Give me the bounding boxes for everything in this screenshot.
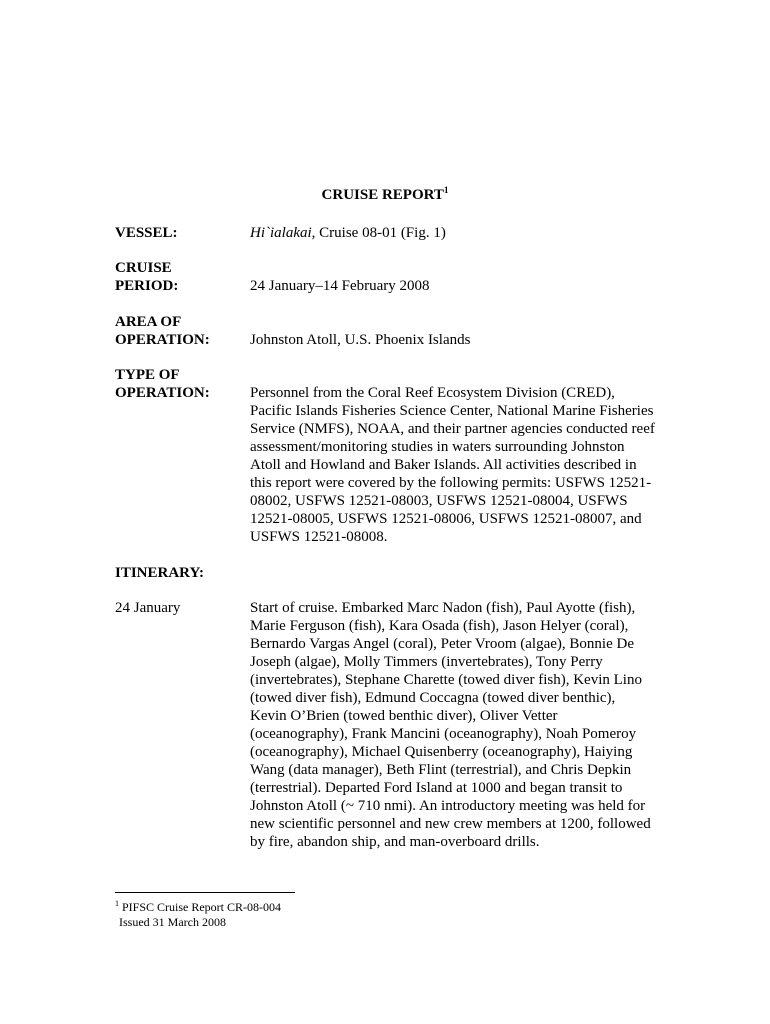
vessel-label: VESSEL: bbox=[115, 225, 178, 241]
cruise-period-value: 24 January–14 February 2008 bbox=[250, 278, 430, 294]
type-line: Atoll and Howland and Baker Islands. All activities described in bbox=[250, 457, 637, 473]
itinerary-line: (invertebrates), Stephane Charette (towed diver fish), Kevin Lino bbox=[250, 672, 642, 688]
area-label-line2: OPERATION: bbox=[115, 332, 210, 348]
itinerary-line: new scientific personnel and new crew members at 1200, followed bbox=[250, 816, 651, 832]
itinerary-line: (towed diver fish), Edmund Coccagna (towed diver benthic), bbox=[250, 690, 616, 706]
itinerary-entry bbox=[250, 599, 670, 851]
area-label-line1: AREA OF bbox=[115, 314, 182, 330]
type-line: assessment/monitoring studies in waters surrounding Johnston bbox=[250, 439, 625, 455]
report-title-text: CRUISE REPORT bbox=[321, 187, 444, 203]
footnote-divider bbox=[115, 892, 295, 893]
type-line: 08002, USFWS 12521-08003, USFWS 12521-08004, USFWS bbox=[250, 493, 628, 509]
itinerary-line: (oceanography), Frank Mancini (oceanography), Noah Pomeroy bbox=[250, 726, 637, 742]
itinerary-line: Kevin O’Brien (towed benthic diver), Oliver Vetter bbox=[250, 708, 558, 724]
vessel-value bbox=[250, 224, 670, 242]
type-label-line1: TYPE OF bbox=[115, 367, 180, 383]
type-line: this report were covered by the following permits: USFWS 12521- bbox=[250, 475, 652, 491]
area-value: Johnston Atoll, U.S. Phoenix Islands bbox=[250, 332, 471, 348]
type-line: Service (NMFS), NOAA, and their partner agencies conducted reef bbox=[250, 421, 655, 437]
area-label bbox=[115, 313, 245, 349]
type-label bbox=[115, 366, 245, 402]
itinerary-line: Joseph (algae), Molly Timmers (invertebrates), Tony Perry bbox=[250, 654, 603, 670]
cruise-period-label bbox=[115, 259, 245, 295]
itinerary-line: Johnston Atoll (~ 710 nmi). An introductory meeting was held for bbox=[250, 798, 646, 814]
itinerary-line: Bernardo Vargas Angel (coral), Peter Vroom (algae), Bonnie De bbox=[250, 636, 634, 652]
vessel-name: Hi`ialakai bbox=[250, 225, 312, 241]
cruise-period-label-line1: CRUISE bbox=[115, 260, 172, 276]
itinerary-line: by fire, abandon ship, and man-overboard drills. bbox=[250, 834, 540, 850]
footnote-report-id: PIFSC Cruise Report CR-08-004 bbox=[122, 900, 282, 914]
type-label-line2: OPERATION: bbox=[115, 385, 210, 401]
footnote-mark: 1 bbox=[115, 899, 119, 908]
itinerary-line: Marie Ferguson (fish), Kara Osada (fish), Jason Helyer (coral), bbox=[250, 618, 629, 634]
footnote-line1 bbox=[115, 900, 281, 915]
type-line: USFWS 12521-08008. bbox=[250, 529, 388, 545]
itinerary-line: (terrestrial). Departed Ford Island at 1000 and began transit to bbox=[250, 780, 623, 796]
type-line: Pacific Islands Fisheries Science Center, National Marine Fisheries bbox=[250, 403, 654, 419]
footnote-marker: 1 bbox=[443, 185, 449, 195]
footnote bbox=[115, 900, 281, 930]
itinerary-line: Start of cruise. Embarked Marc Nadon (fish), Paul Ayotte (fish), bbox=[250, 600, 636, 616]
vessel-cruise: , Cruise 08-01 (Fig. 1) bbox=[311, 225, 446, 241]
type-line: Personnel from the Coral Reef Ecosystem Division (CRED), bbox=[250, 385, 615, 401]
footnote-issued: Issued 31 March 2008 bbox=[119, 915, 226, 929]
cruise-period-label-line2: PERIOD: bbox=[115, 278, 179, 294]
itinerary-label: ITINERARY: bbox=[115, 565, 204, 581]
report-title bbox=[0, 186, 770, 204]
itinerary-line: Wang (data manager), Beth Flint (terrestrial), and Chris Depkin bbox=[250, 762, 632, 778]
itinerary-date: 24 January bbox=[115, 600, 181, 616]
type-description bbox=[250, 384, 670, 546]
itinerary-line: (oceanography), Michael Quisenberry (oceanography), Haiying bbox=[250, 744, 633, 760]
type-line: 12521-08005, USFWS 12521-08006, USFWS 12521-08007, and bbox=[250, 511, 642, 527]
